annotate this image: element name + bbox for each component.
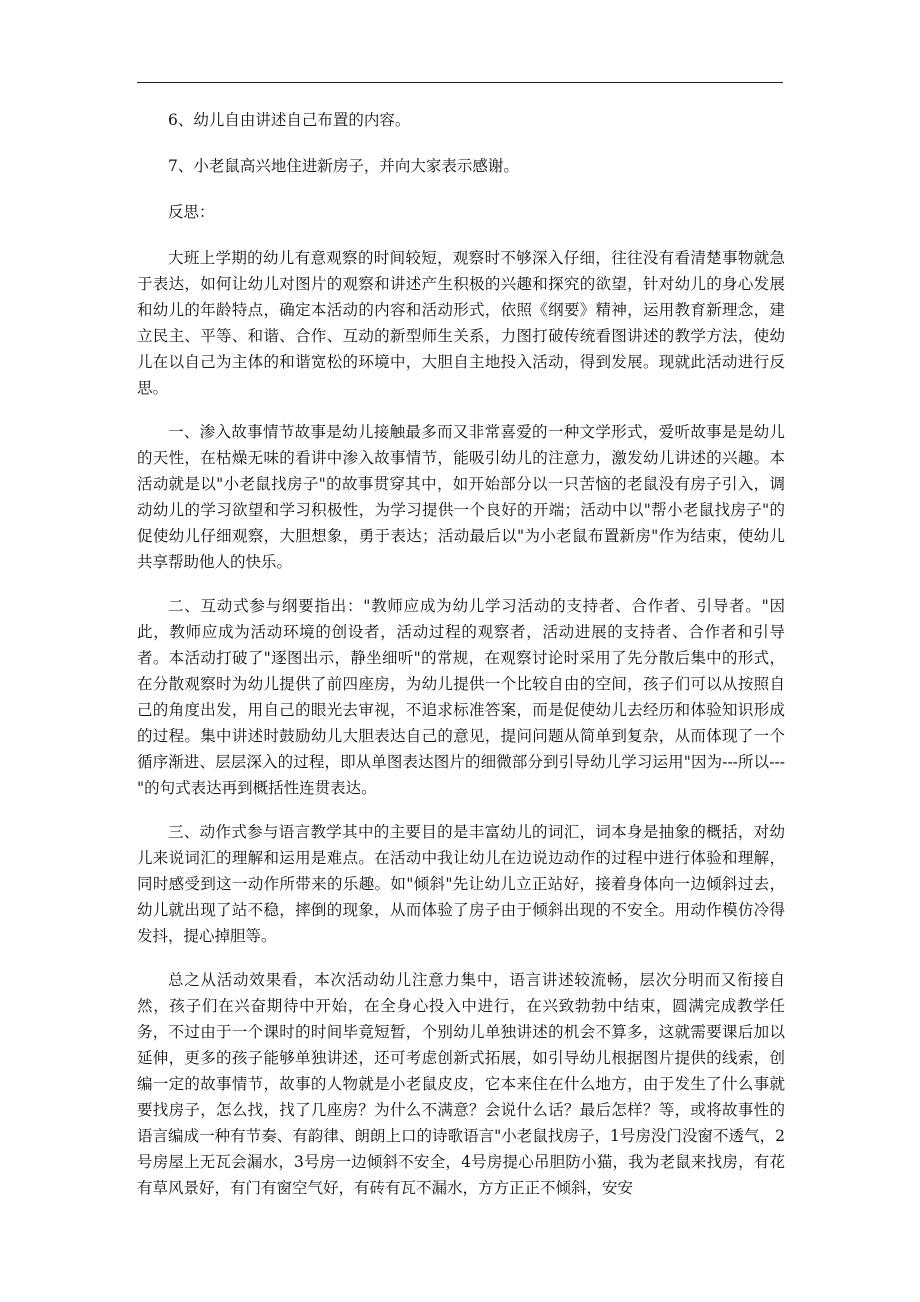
document-body (137, 107, 785, 1219)
header-rule (137, 82, 783, 83)
reflection-heading: 反思： (168, 203, 215, 221)
paragraph-intro: 大班上学期的幼儿有意观察的时间较短，观察时不够深入仔细，往往没有看清楚事物就急于表达，如何让幼儿对图片的观察和讲述产生积极的兴趣和探究的欲望，针对幼儿的身心发展和幼儿的年龄特点，确定本活动的内容和活动形式，依照《纲要》精神，运用教育新理念，建立民主、平等、和谐、合作、互动的新型师生关系，力图打破传统看图讲述的教学方法，使幼儿在以自己为主体的和谐宽松的环境中，大胆自主地投入活动，得到发展。现就此活动进行反思。 (137, 249, 785, 397)
paragraph-section-3: 三、动作式参与语言教学其中的主要目的是丰富幼儿的词汇，词本身是抽象的概括，对幼儿来说词汇的理解和运用是难点。在活动中我让幼儿在边说边动作的过程中进行体验和理解，同时感受到这一动作所带来的乐趣。如"倾斜"先让幼儿立正站好，接着身体向一边倾斜过去，幼儿就出现了站不稳，摔倒的现象，从而体验了房子由于倾斜出现的不安全。用动作模仿冷得发抖，提心掉胆等。 (137, 823, 785, 945)
list-item-7: 7、小老鼠高兴地住进新房子，并向大家表示感谢。 (168, 157, 519, 175)
paragraph-section-2: 二、互动式参与纲要指出："教师应成为幼儿学习活动的支持者、合作者、引导者。"因此，教师应成为活动环境的创设者，活动过程的观察者，活动进展的支持者、合作者和引导者。本活动打破了"逐图出示，静坐细听"的常规，在观察讨论时采用了先分散后集中的形式，在分散观察时为幼儿提供了前四座房，为幼儿提供一个比较自由的空间，孩子们可以从按照自己的角度出发，用自己的眼光去审视，不追求标准答案，而是促使幼儿去经历和体验知识形成的过程。集中讲述时鼓励幼儿大胆表达自己的意见，提问问题从简单到复杂，从而体现了一个循序渐进、层层深入的过程，即从单图表达图片的细微部分到引导幼儿学习运用"因为---所以---"的句式表达再到概括性连贯表达。 (137, 597, 785, 797)
paragraph-summary: 总之从活动效果看，本次活动幼儿注意力集中，语言讲述较流畅，层次分明而又衔接自然，孩子们在兴奋期待中开始，在全身心投入中进行，在兴致勃勃中结束，圆满完成教学任务，不过由于一个课时的时间毕竟短暂，个别幼儿单独讲述的机会不算多，这就需要课后加以延伸，更多的孩子能够单独讲述，还可考虑创新式拓展，如引导幼儿根据图片提供的线索，创编一定的故事情节，故事的人物就是小老鼠皮皮，它本来住在什么地方，由于发生了什么事就要找房子，怎么找，找了几座房？为什么不满意？会说什么话？最后怎样？等，或将故事性的语言编成一种有节奏、有韵律、朗朗上口的诗歌语言"小老鼠找房子，1号房没门没窗不透气，2号房屋上无瓦会漏水，3号房一边倾斜不安全，4号房提心吊胆防小猫，我为老鼠来找房，有花有草风景好，有门有窗空气好，有砖有瓦不漏水，方方正正不倾斜，安安 (137, 971, 785, 1197)
paragraph-section-1: 一、渗入故事情节故事是幼儿接触最多而又非常喜爱的一种文学形式，爱听故事是是幼儿的天性，在枯燥无味的看讲中渗入故事情节，能吸引幼儿的注意力，激发幼儿讲述的兴趣。本活动就是以"小老鼠找房子"的故事贯穿其中，如开始部分以一只苦恼的老鼠没有房子引入，调动幼儿的学习欲望和学习积极性，为学习提供一个良好的开端；活动中以"帮小老鼠找房子"的促使幼儿仔细观察，大胆想象，勇于表达；活动最后以"为小老鼠布置新房"作为结束，使幼儿共享帮助他人的快乐。 (137, 423, 785, 571)
list-item-6: 6、幼儿自由讲述自己布置的内容。 (168, 111, 411, 129)
